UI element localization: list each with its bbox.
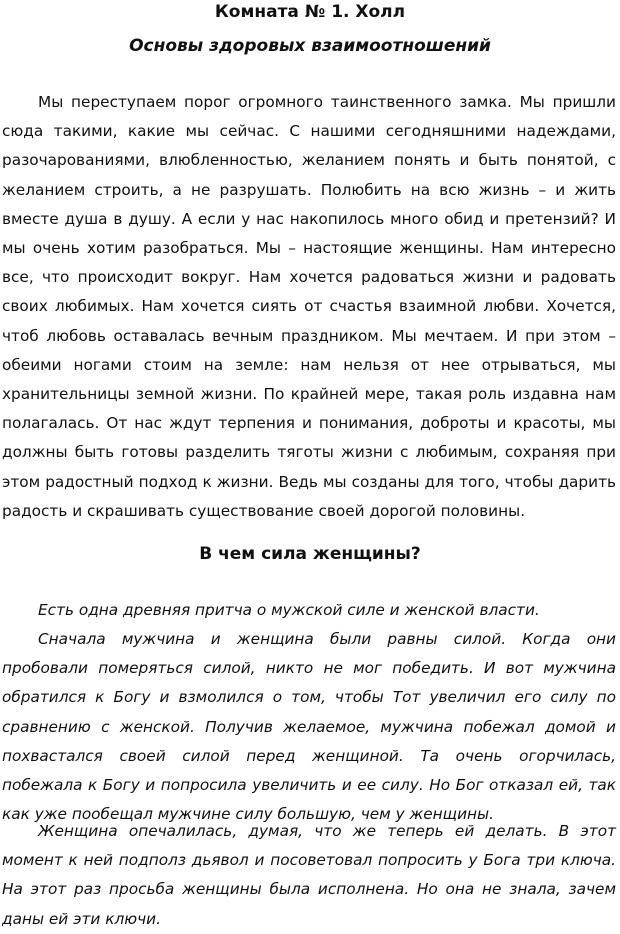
parable-paragraph: Женщина опечалилась, думая, что же теперь ей делать. В этот момент к ней подполз дьявол и посоветовал попросить у Бога три ключа. На этот раз просьба женщины была исполнена. Но она не знала, зачем даны ей эти ключи. <box>2 822 616 928</box>
chapter-subtitle: Основы здоровых взаимоотношений <box>129 36 491 56</box>
intro-paragraph: Мы переступаем порог огромного таинственного замка. Мы пришли сюда такими, какие мы сейчас. С нашими сегодняшними надеждами, разочарованиями, влюбленностью, желанием понять и быть понятой, с желанием строить, а не разрушать. Полюбить на всю жизнь – и жить вместе душа в душу. А если у нас накопилось много обид и претензий? И мы очень хотим разобраться. Мы – настоящие женщины. Нам интересно все, что происходит вокруг. Нам хочется радоваться жизни и радовать своих любимых. Нам хочется сиять от счастья взаимной любви. Хочется, чтоб любовь оставалась вечным праздником. Мы мечтаем. И при этом – обеими ногами стоим на земле: нам нельзя от нее отрываться, мы хранительницы земной жизни. По крайней мере, такая роль издавна нам полагалась. От нас ждут терпения и понимания, доброты и красоты, мы должны быть готовы разделить тяготы жизни с любимым, сохраняя при этом радостный подход к жизни. Ведь мы созданы для того, чтобы дарить радость и скрашивать существование своей дорогой половины. <box>2 93 616 520</box>
section-heading: В чем сила женщины? <box>199 544 421 564</box>
parable-paragraph: Есть одна древняя притча о мужской силе и женской власти. <box>38 601 540 619</box>
chapter-title: Комната № 1. Холл <box>214 2 406 22</box>
parable-paragraph: Сначала мужчина и женщина были равны силой. Когда они пробовали померяться силой, никто не мог победить. И вот мужчина обратился к Богу и взмолился о том, чтобы Тот увеличил его силу по сравнению с женской. Получив желаемое, мужчина побежал домой и похвастался своей силой перед женщиной. Та очень огорчилась, побежала к Богу и попросила увеличить и ее силу. Но Бог отказал ей, так как уже пообещал мужчине силу большую, чем у женщины. <box>2 630 616 824</box>
